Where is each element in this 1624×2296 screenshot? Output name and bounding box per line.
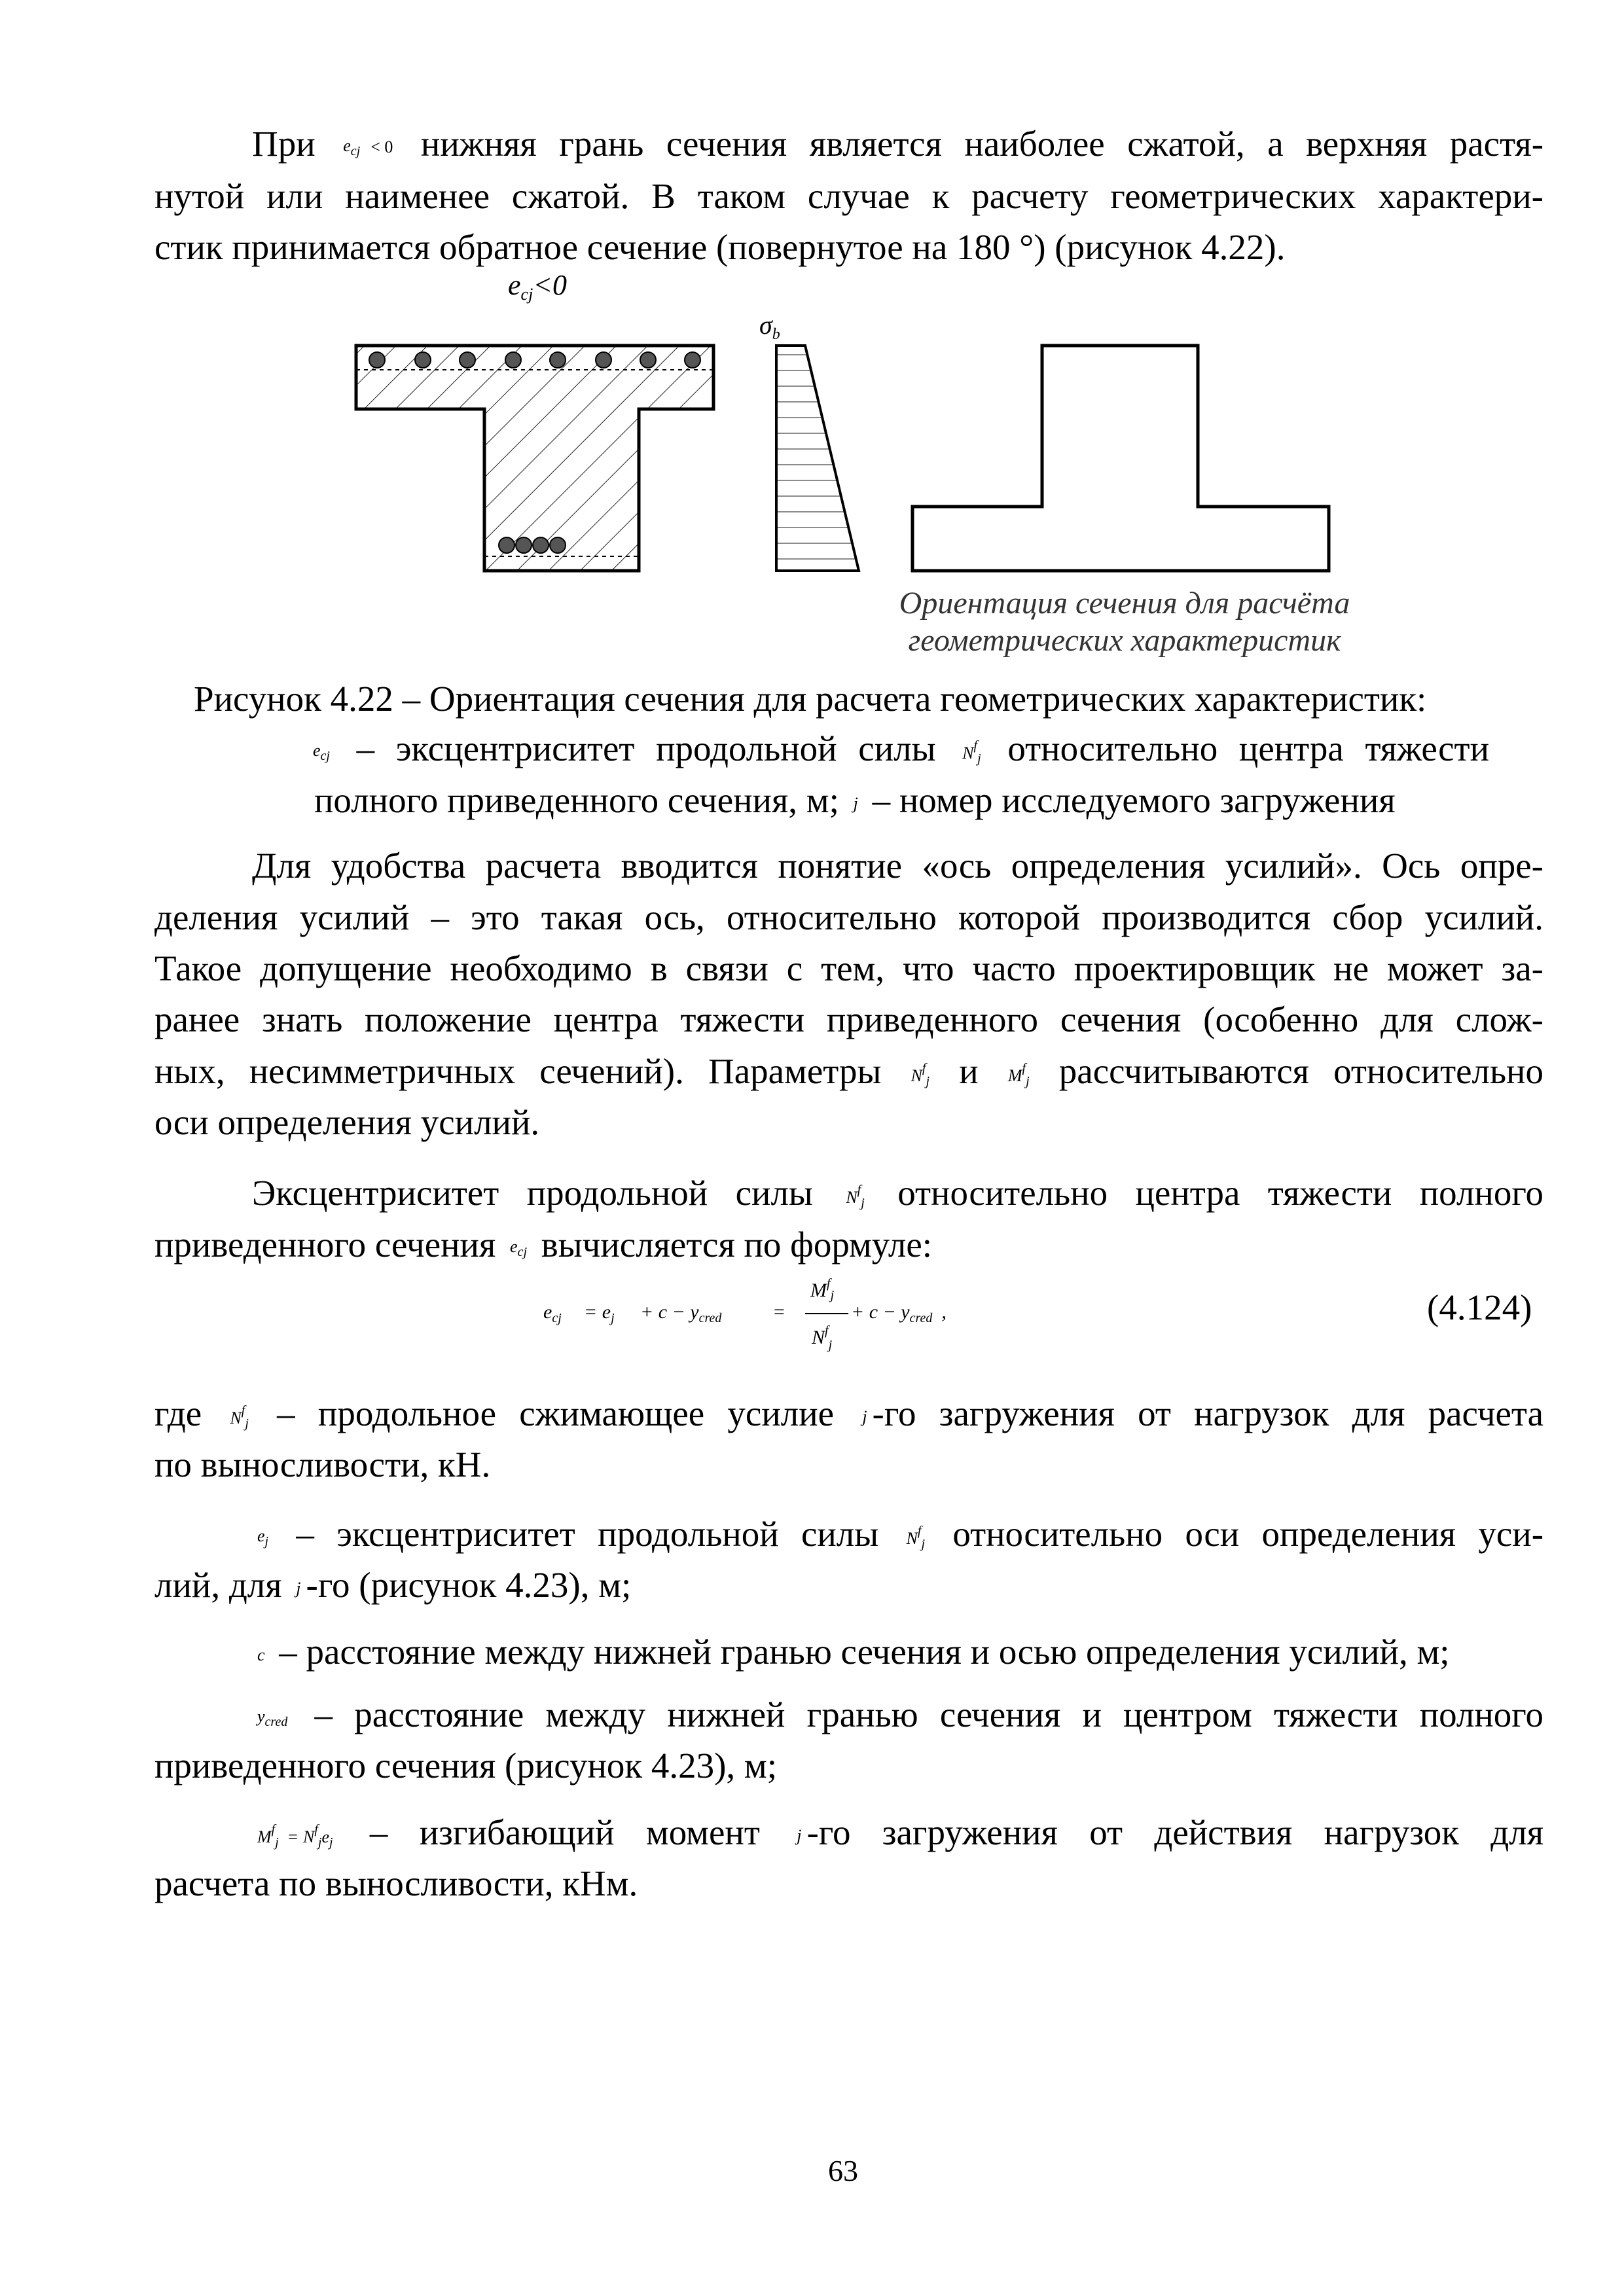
page-number: 63 [828,2154,858,2187]
figure-caption-italic-2: геометрических характеристик [908,623,1341,658]
inverted-section [912,346,1329,571]
text: относительно центра тяжести полного [897,1173,1544,1213]
text: – расстояние между нижней гранью сечения и центром тяжести полного [314,1695,1543,1734]
text: полного приведенного сечения, м; [314,780,839,820]
formula-mid: + $c - y_{cred}$ [640,1301,722,1325]
formula-4-124 [543,1263,1041,1361]
symbol-ecj: $e_{cj}$ [313,740,330,763]
def-4-line-1 [252,1689,1543,1741]
intro-line-1 [252,118,1543,170]
fraction-bar [805,1313,848,1314]
symbol-ej: $e_j$ [257,1526,269,1549]
text: – расстояние между нижней гранью сечения и осью определения усилий, м; [279,1632,1450,1672]
text: При [252,124,316,164]
text: приведенного сечения [154,1225,496,1265]
text: -го загружения от действия нагрузок для [806,1812,1544,1852]
formula-eq1: = $e_j$ [584,1301,615,1325]
formula-numerator: $M^fj$ [810,1276,835,1302]
para2-line-2: деления усилий – это такая ось, относительно которой производится сбор усилий. [154,897,1543,937]
symbol-Nfj: $N^f_j$ [911,1061,930,1089]
figure-caption-line-2 [308,723,1489,775]
text: нижняя грань сечения является наиболее сжатой, а верхняя растя- [420,124,1544,164]
text: -го загружения от нагрузок для расчета [872,1393,1544,1433]
def-1-line-2: по выносливости, кН. [154,1444,491,1484]
symbol-j: j [862,1407,867,1427]
equation-number: (4.124) [1427,1287,1532,1327]
def-5-line-1 [252,1806,1543,1859]
para2-line-4: ранее знать положение центра тяжести приведенного сечения (особенно для слож- [154,999,1543,1039]
def-3 [252,1626,1450,1678]
text: – эксцентриситет продольной силы [296,1514,879,1554]
formula-eq2: = [772,1301,786,1323]
symbol-Nfj: $N^f_j$ [230,1403,249,1431]
def-2-line-1 [252,1508,1543,1560]
para3-line-1 [252,1167,1543,1219]
text: – изгибающий момент [369,1812,760,1852]
stress-diagram [776,346,859,571]
para2-line-6: оси определения усилий. [154,1102,540,1142]
symbol-Nfj: $N^f_j$ [906,1524,925,1552]
text: лий, для [154,1565,282,1605]
para2-line-1: Для удобства расчета вводится понятие «ось определения усилий». Ось опре- [252,846,1543,886]
symbol-j: j [797,1826,802,1846]
text: относительно центра тяжести [1007,728,1489,768]
symbol-Mfj-eq: $M^f_j = N^f_je_j$ [257,1822,333,1850]
figure-caption-line-3 [314,774,1396,827]
para2-line-3: Такое допущение необходимо в связи с тем, что часто проектировщик не может за- [154,948,1543,988]
text: относительно оси определения уси- [952,1514,1544,1554]
symbol-j: j [853,794,858,814]
para2-line-5 [154,1045,1543,1098]
text: – эксцентриситет продольной силы [356,728,936,768]
label-ecj: ecj<0 [508,269,567,304]
text: и [959,1051,979,1091]
text: ных, несимметричных сечений). Параметры [154,1051,882,1091]
text: -го (рисунок 4.23), м; [306,1565,632,1605]
symbol-Nfj: $N^f_j$ [962,738,981,766]
formula-denominator: $N^f_j$ [812,1323,833,1352]
figure-caption-italic-1: Ориентация сечения для расчёта [899,586,1350,620]
formula-tail: + $c - y_{cred}$ , [851,1301,947,1325]
symbol-j: j [296,1579,301,1598]
symbol-ecj: $e_{cj}$ [510,1236,527,1259]
figure-caption-title: Рисунок 4.22 – Ориентация сечения для расчета геометрических характеристик: [194,679,1427,719]
text: вычисляется по формуле: [541,1225,933,1265]
text: – номер исследуемого загружения [872,780,1396,820]
label-sigma: $\sigma_b$ [759,310,780,343]
text: где [154,1393,202,1433]
text: рассчитываются относительно [1058,1051,1543,1091]
symbol-c: c [257,1645,265,1665]
symbol-Nfj: $N^f_j$ [846,1183,865,1211]
def-2-line-2 [154,1559,631,1611]
intro-line-3: стик принимается обратное сечение (повернутое на 180 °) (рисунок 4.22). [154,227,1286,267]
text: Эксцентриситет продольной силы [252,1173,813,1213]
text: – продольное сжимающее усилие [277,1393,835,1433]
condition: < 0 [370,137,393,157]
symbol-ycred: $y_{cred}$ [257,1706,288,1729]
formula-lhs: $e_{cj}$ [543,1301,562,1325]
def-1-line-1 [154,1388,1543,1440]
symbol-ecj: $e_{cj}$ [343,135,361,158]
figure-4-22 [347,268,1368,668]
symbol-Mfj: $M^f_j$ [1007,1061,1030,1089]
def-4-line-2: приведенного сечения (рисунок 4.23), м; [154,1746,778,1785]
t-section-hatched [356,346,713,571]
intro-line-2: нутой или наименее сжатой. В таком случае к расчету геометрических характери- [154,176,1543,216]
def-5-line-2: расчета по выносливости, кНм. [154,1863,638,1903]
